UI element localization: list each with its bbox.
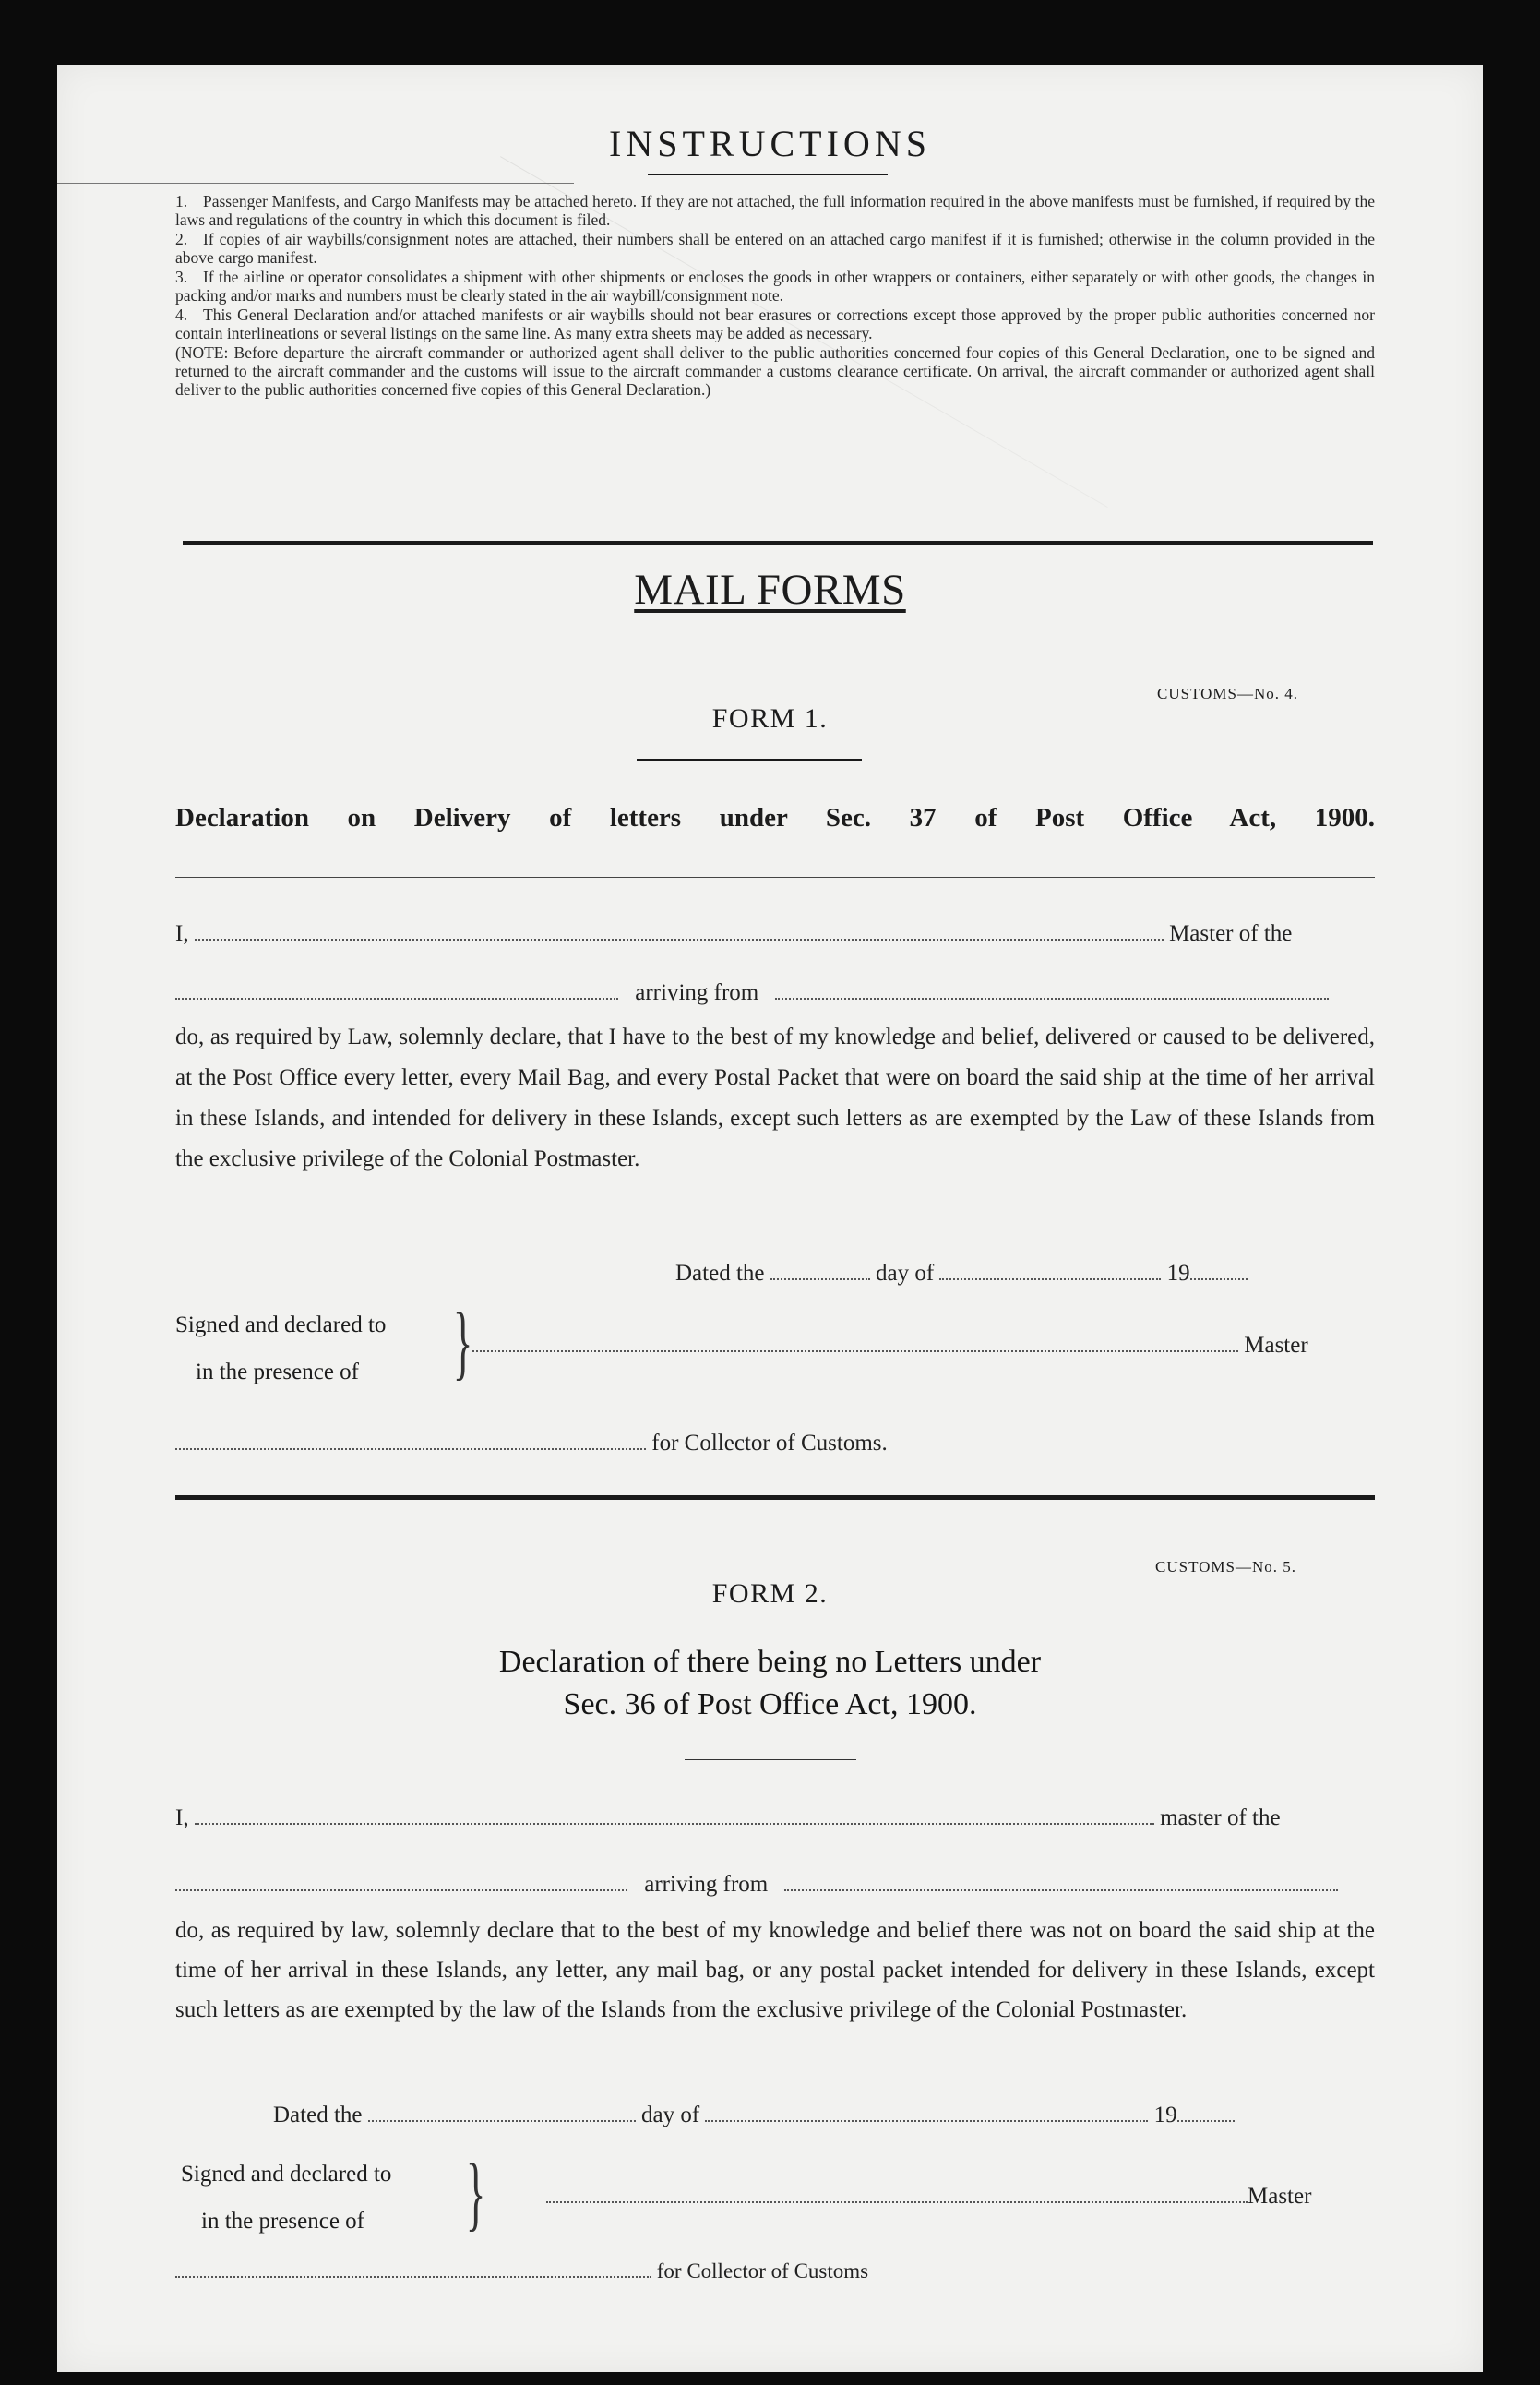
- master-label: Master: [1244, 1333, 1308, 1358]
- form1-heading-rule: [175, 877, 1375, 878]
- arriving-from-label: arriving from: [644, 1872, 769, 1897]
- day-field[interactable]: [368, 2106, 636, 2122]
- brace-icon: }: [452, 1297, 473, 1388]
- form-divider: [175, 1495, 1375, 1500]
- day-of-label: day of: [640, 2103, 700, 2127]
- month-field[interactable]: [939, 1264, 1161, 1280]
- origin-field[interactable]: [784, 1876, 1338, 1891]
- signed-declared-label: Signed and declared to: [175, 1312, 387, 1337]
- section-divider: [183, 541, 1373, 545]
- day-of-label: day of: [875, 1261, 935, 1286]
- form1-title: FORM 1.: [711, 703, 829, 734]
- form1-title-rule: [637, 759, 862, 761]
- form2-signed-block: [181, 2151, 391, 2245]
- year-field[interactable]: [1190, 1264, 1248, 1280]
- form2-title: FORM 2.: [711, 1578, 829, 1609]
- master-signature-field[interactable]: [546, 2187, 1248, 2203]
- form1-date-line: [675, 1261, 1248, 1287]
- top-edge-rule: [57, 183, 574, 184]
- instruction-item: 3. If the airline or operator consolidates a shipment with other shipments or encloses the goods in other wrappers or containers, either separately or with other goods, the changes in packing and/or marks and numbers must be clearly stated in the air waybill/consignment note.: [175, 268, 1375, 305]
- form1-arriving-line: [175, 980, 1375, 1006]
- year-label: 19: [1166, 1261, 1190, 1286]
- form2-declaration-heading: [57, 1641, 1483, 1726]
- form2-date-line: [273, 2103, 1235, 2128]
- master-of-the-label: master of the: [1160, 1805, 1281, 1830]
- presence-label: in the presence of: [201, 2209, 365, 2234]
- form1-master-signature-line: [472, 1333, 1308, 1359]
- instruction-item: 4. This General Declaration and/or attached manifests or air waybills should not bear erasures or corrections except those approved by the proper public authorities concerned nor contain interlineations or several listings on the same line. As many extra sheets may be added as necessary.: [175, 306, 1375, 342]
- master-label: Master: [1248, 2184, 1312, 2209]
- collector-signature-field[interactable]: [175, 1434, 646, 1450]
- form2-collector-line: [175, 2259, 868, 2283]
- brace-icon: }: [465, 2148, 486, 2239]
- form2-arriving-line: [175, 1872, 1384, 1898]
- dated-the-label: Dated the: [273, 2103, 363, 2127]
- instruction-note: (NOTE: Before departure the aircraft commander or authorized agent shall deliver to the public authorities concerned four copies of this General Declaration, one to be signed and returned to the aircraft commander and the customs will issue to the aircraft commander a customs clearance certificate. On arrival, the aircraft commander or authorized agent shall deliver to the public authorities concerned five copies of this General Declaration.): [175, 343, 1375, 399]
- ship-name-field[interactable]: [175, 984, 618, 1000]
- day-field[interactable]: [770, 1264, 870, 1280]
- master-signature-field[interactable]: [472, 1336, 1238, 1352]
- form1-collector-line: [175, 1431, 888, 1456]
- form1-master-line: [175, 921, 1375, 947]
- ship-name-field[interactable]: [175, 1876, 627, 1891]
- year-field[interactable]: [1177, 2106, 1235, 2122]
- customs-number-form2: CUSTOMS—No. 5.: [1155, 1558, 1297, 1576]
- form2-heading-line1: Declaration of there being no Letters under: [498, 1645, 1042, 1679]
- signed-declared-label: Signed and declared to: [181, 2162, 392, 2187]
- master-name-field[interactable]: [195, 1809, 1154, 1825]
- collector-signature-field[interactable]: [175, 2263, 651, 2278]
- month-field[interactable]: [705, 2106, 1148, 2122]
- origin-field[interactable]: [775, 984, 1329, 1000]
- form2-title-rule: [685, 1759, 856, 1760]
- customs-number-form1: CUSTOMS—No. 4.: [1157, 685, 1299, 702]
- document-page: [57, 65, 1483, 2372]
- mail-forms-title: MAIL FORMS: [634, 566, 906, 614]
- form1-declaration-heading: Declaration on Delivery of letters under Sec. 37 of Post Office Act, 1900.: [175, 803, 1375, 833]
- dated-the-label: Dated the: [675, 1261, 765, 1286]
- form2-heading-line2: Sec. 36 of Post Office Act, 1900.: [563, 1687, 977, 1721]
- instruction-item: 1. Passenger Manifests, and Cargo Manifests may be attached hereto. If they are not attached, the full information required in the above manifests must be furnished, if required by the laws and regulations of the country in which this document is filed.: [175, 192, 1375, 229]
- form2-declaration-body: do, as required by law, solemnly declare that to the best of my knowledge and belief there was not on board the said ship at the time of her arrival in these Islands, any letter, any mail bag, or any postal packet intended for delivery in these Islands, except such letters as are exempted by the law of the Islands from the exclusive privilege of the Colonial Postmaster.: [175, 1918, 1375, 2022]
- year-label: 19: [1153, 2103, 1177, 2127]
- master-name-field[interactable]: [195, 925, 1164, 941]
- form2-master-line: [175, 1805, 1384, 1831]
- instructions-list: [175, 192, 1375, 400]
- instruction-item: 2. If copies of air waybills/consignment notes are attached, their numbers shall be entered on an attached cargo manifest if it is furnished; otherwise in the column provided in the above cargo manifest.: [175, 230, 1375, 267]
- i-label: I,: [175, 921, 189, 946]
- arriving-from-label: arriving from: [635, 980, 759, 1005]
- collector-label: for Collector of Customs: [656, 2259, 869, 2283]
- form1-declaration-body: do, as required by Law, solemnly declare, that I have to the best of my knowledge and belief, delivered or caused to be delivered, at the Post Office every letter, every Mail Bag, and every Postal Packet that were on board the said ship at the time of her arrival in these Islands, and intended for delivery in these Islands, except such letters as are exempted by the Law of these Islands from the exclusive privilege of the Colonial Postmaster.: [175, 1025, 1375, 1171]
- form1-signed-block: [175, 1301, 386, 1396]
- presence-label: in the presence of: [196, 1360, 360, 1384]
- title-rule: [648, 174, 888, 175]
- collector-label: for Collector of Customs.: [651, 1431, 888, 1456]
- i-label: I,: [175, 1805, 189, 1830]
- form2-master-signature-line: [546, 2184, 1311, 2210]
- instructions-title: INSTRUCTIONS: [609, 123, 931, 164]
- master-of-the-label: Master of the: [1169, 921, 1293, 946]
